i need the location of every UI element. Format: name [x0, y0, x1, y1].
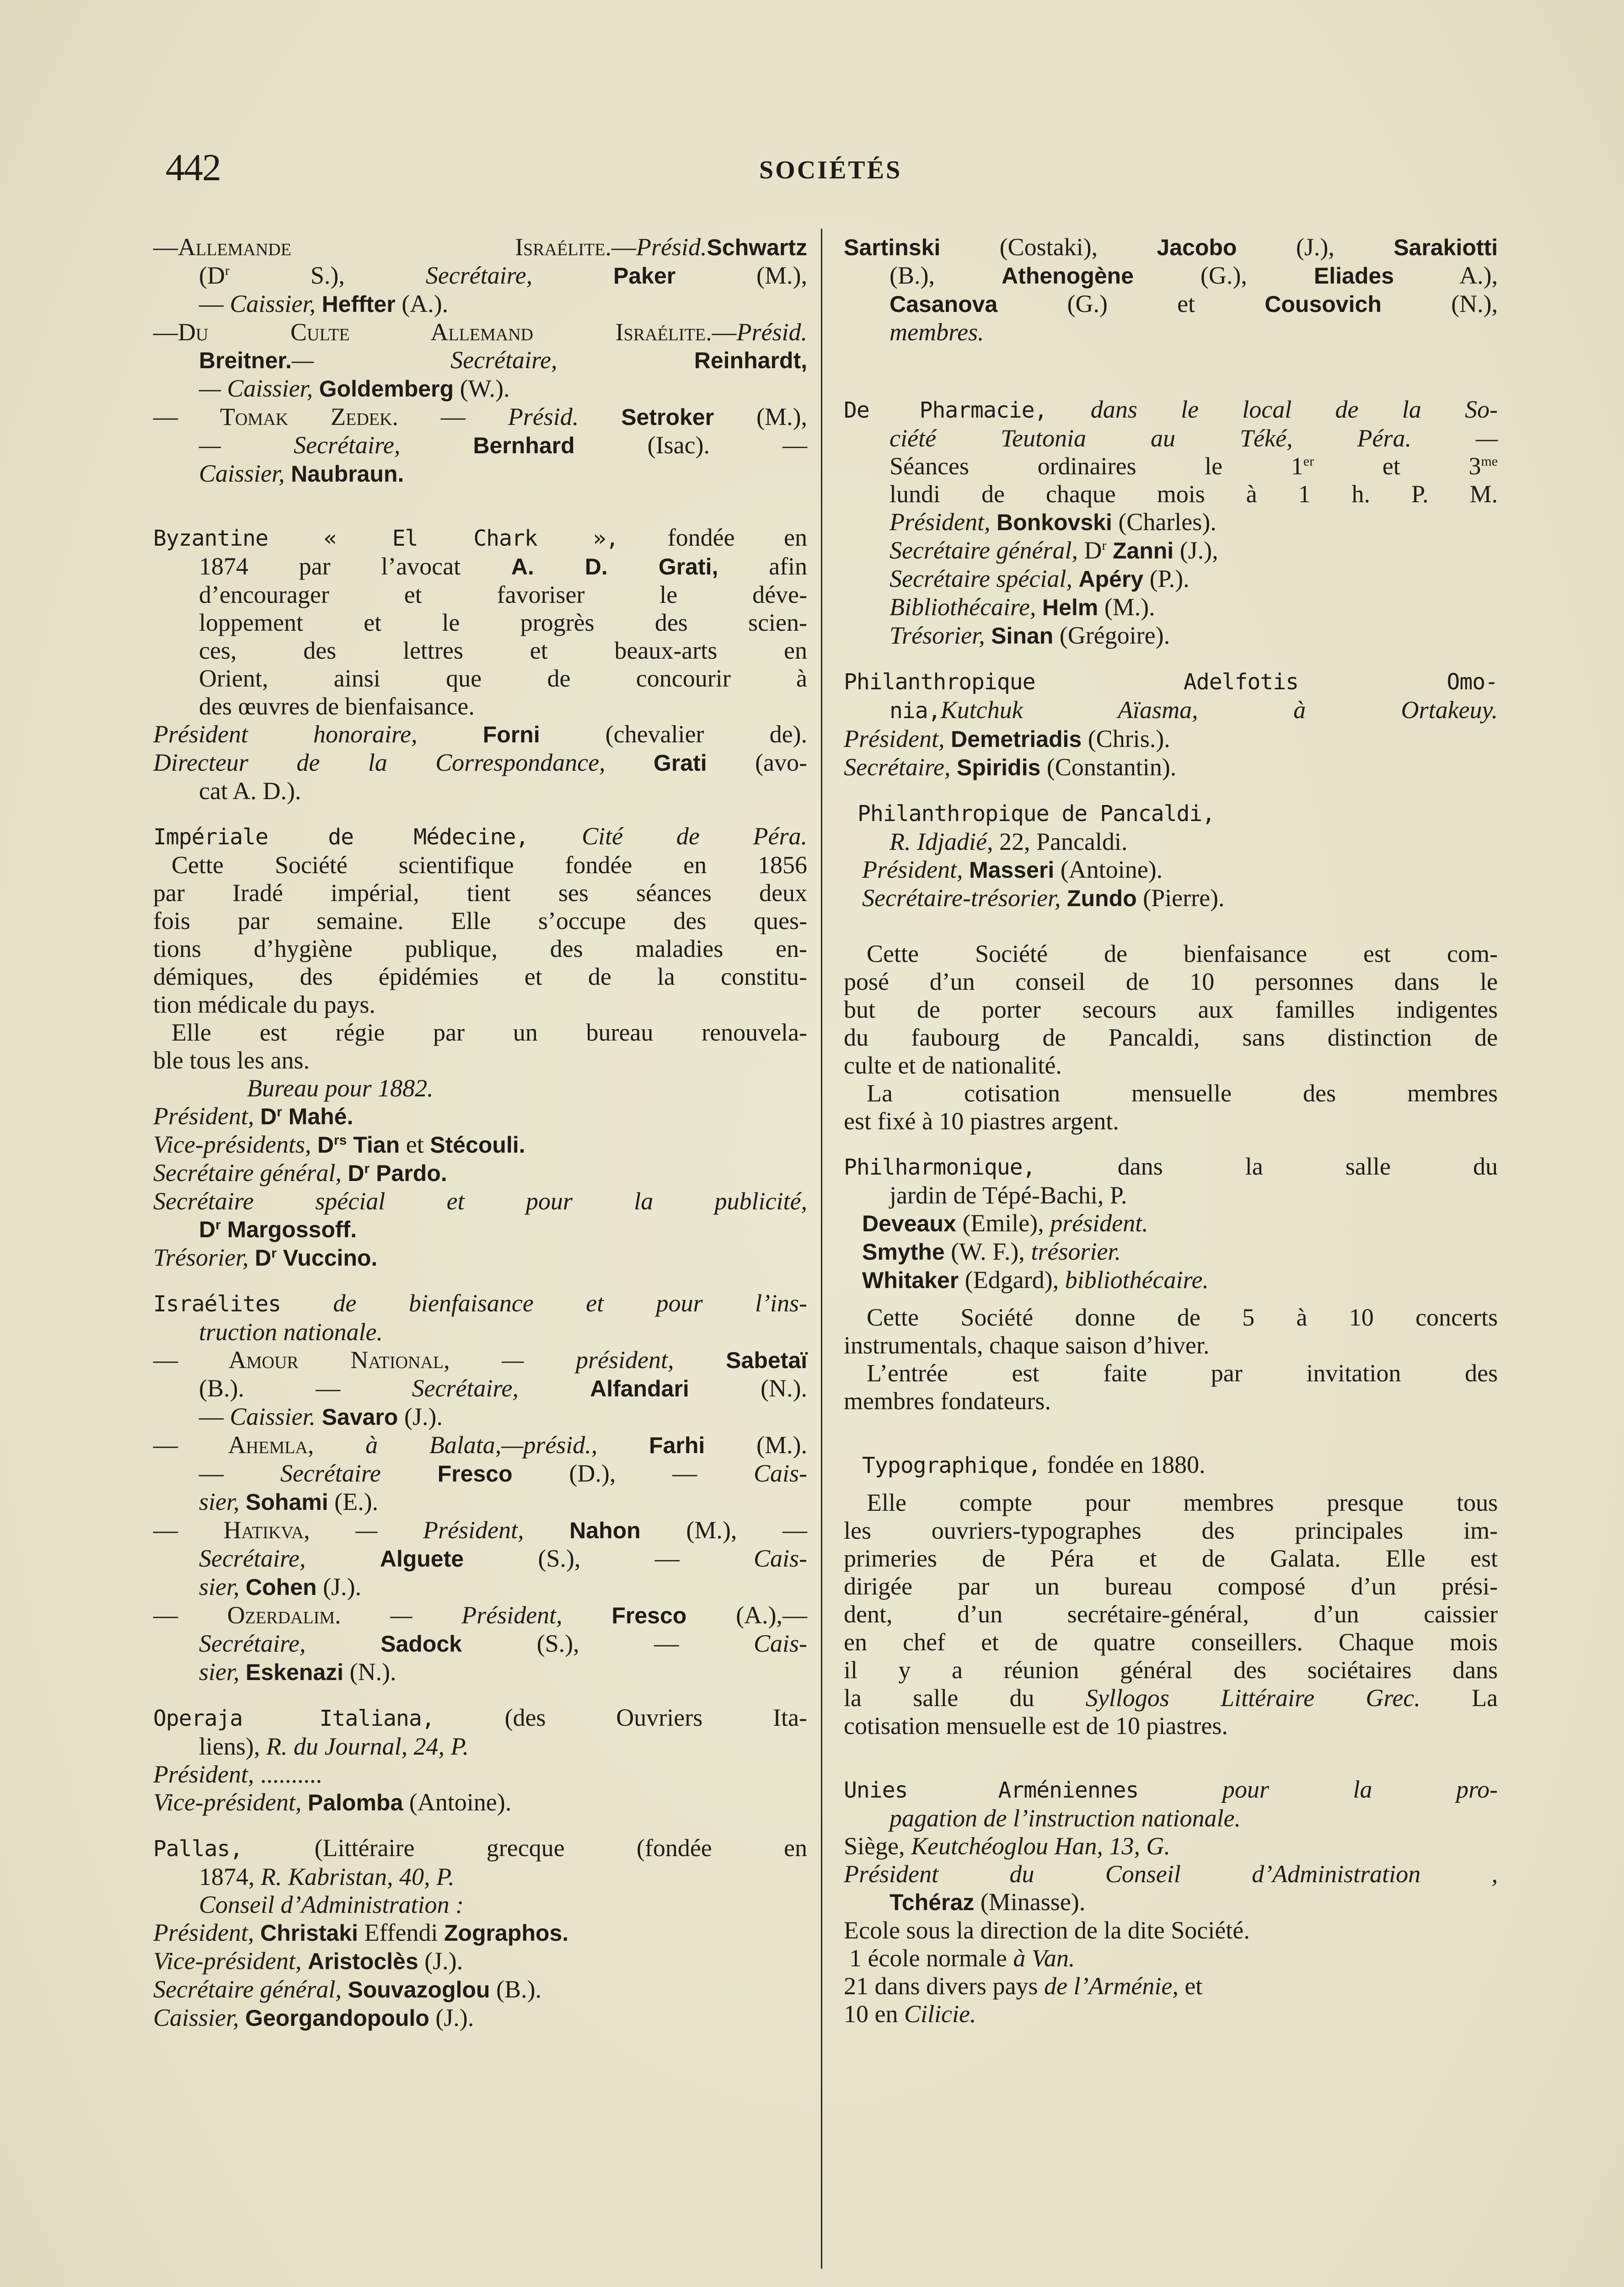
officer-line: Secrétaire, Spiridis (Constantin).: [844, 753, 1177, 781]
member-line: Deveaux (Emile), président.: [862, 1209, 1148, 1237]
society-name: Philanthropique Adelfotis Omo-: [844, 669, 1498, 695]
officer-line: Secrétaire spécial, Apéry (P.).: [890, 565, 1190, 592]
society-name: Israélites: [153, 1291, 281, 1317]
entry-unies-armeniennes: Unies Arméniennes pour la pro- pagation de l’instruction nationale. Siège, Keutchéoglou Han, 13, G. Président du Conseil d’Administration , Tchéraz (Minasse). Ecole sous la direction de la dite Société. 1 école normale à Van. 21 dans divers pays de l’Arménie, et 10 en Cilicie.: [844, 1776, 1498, 2028]
officer-line: Secrétaire général, $D^r$ Pardo.: [153, 1159, 447, 1186]
society-name: De Pharmacie,: [844, 397, 1047, 423]
pancaldi-officers: [844, 856, 1498, 913]
society-name: Pallas,: [153, 1836, 243, 1862]
subsociety: — Hatikva, — Président, Nahon (M.), — Secrétaire, Alguete (S.), — Cais- sier, Cohen (J.).: [153, 1516, 808, 1600]
philharmonique-members: [844, 1209, 1498, 1294]
society-name: Philharmonique,: [844, 1154, 1035, 1180]
entry-operaja-italiana: Operaja Italiana, (des Ouvriers Ita- liens), R. du Journal, 24, P. Président, .......... Vice-président, Palomba (Antoine).: [153, 1704, 807, 1816]
officer-line: Secrétaire spécial et pour la publicité,: [153, 1187, 807, 1215]
officer-line: Bibliothécaire, Helm (M.).: [890, 593, 1155, 621]
society-name: Byzantine « El Chark »,: [153, 526, 619, 551]
entry-allemande-israelite: —Allemande Israélite.—Présid.Schwartz ($D^r$ S.), Secrétaire, Paker (M.), — Caissier, Heffter (A.). —Du Culte Allemand Israélite.—Présid. Breitner.— Secrétaire, Reinhardt, — Caissier, Goldemberg (W.). — Tomak Zedek. — Présid. Setroker (M.), — Secrétaire, Bernhard (Isac). — Caissier, Naubraun.: [153, 233, 808, 487]
society-name: Typographique,: [862, 1453, 1041, 1478]
subsociety: — Ozerdalim. — Président, Fresco (A.),— Secrétaire, Sadock (S.), — Cais- sier, Eskenazi (N.).: [153, 1601, 808, 1686]
society-name: Impériale de Médecine,: [153, 824, 529, 850]
officer-line: Secrétaire général, Souvazoglou (B.).: [153, 1976, 541, 2003]
officer-line: Secrétaire-trésorier, Zundo (Pierre).: [862, 884, 1225, 912]
bureau-heading: Bureau pour 1882.: [247, 1074, 434, 1102]
entry-continuation-members: Sartinski (Costaki), Jacobo (J.), Sarakiotti (B.), Athenogène (G.), Eliades A.), Casanova (G.) et Cousovich (N.), membres.: [844, 233, 1498, 346]
society-name: —Allemande Israélite.—: [153, 233, 636, 261]
officer-line: Président, Christaki Effendi Zographos.: [153, 1919, 569, 1946]
subsociety: — Ahemla, à Balata,—présid., Farhi (M.). — Secrétaire Fresco (D.), — Cais- sier, Sohami (E.).: [153, 1431, 808, 1515]
running-title: SOCIÉTÉS: [759, 156, 902, 184]
entry-israelites: Israélites de bienfaisance et pour l’ins- truction nationale. — Amour National, — président, Sabetaï (B.). — Secrétaire, Alfandari (N.). — Caissier. Savaro (J.). — Ahemla, à Balata,—présid., Farhi (M.). — Secrétaire Fresco (D.), — Cais- sier, Sohami (E.). — Hatikva, — Président, Nahon (M.), — Secrétaire, Alguete (S.), — Cais- sier, Cohen (J.). — Ozerdalim. — Président, Fresco (A.),— Secrétaire, Sadock (S.), — Cais- sier, Eskenazi (N.).: [153, 1289, 808, 1686]
member-line: Whitaker (Edgard), bibliothécaire.: [862, 1266, 1209, 1294]
society-name: Unies Arméniennes: [844, 1777, 1139, 1803]
officer-line: Vice-présidents, $D^{rs}$ Tian et Stécouli.: [153, 1131, 525, 1158]
officer-line: Caissier, Georgandopoulo (J.).: [153, 2004, 474, 2031]
subsociety: — Amour National, — président, Sabetaï (B.). — Secrétaire, Alfandari (N.). — Caissier. Savaro (J.).: [153, 1346, 808, 1430]
society-name: —Du Culte Allemand Israélite.—: [153, 318, 737, 346]
entry-pallas: Pallas, (Littéraire grecque (fondée en 1874, R. Kabristan, 40, P. Conseil d’Administration : Président, Christaki Effendi Zographos. Vice-président, Aristoclès (J.). Secrétaire général, Souvazoglou (B.). Caissier, Georgandopoulo (J.).: [153, 1834, 807, 2031]
column-divider: [821, 229, 822, 2269]
officer-line: Trésorier, $D^r$ Vuccino.: [153, 1244, 378, 1271]
officer-line: Président, $D^r$ Mahé.: [153, 1102, 354, 1130]
entry-pharmacie: De Pharmacie, dans le local de la So- ciété Teutonia au Téké, Péra. — Séances ordinaires le 1er et $3^{me}$ lundi de chaque mois à 1 h. P. M. Président, Bonkovski (Charles). Secrétaire général, $D^r$ Zanni (J.), Secrétaire spécial, Apéry (P.). Bibliothécaire, Helm (M.). Trésorier, Sinan (Grégoire).: [844, 396, 1498, 649]
page-number: 442: [166, 146, 220, 189]
entry-imperiale-medecine: Impériale de Médecine, Cité de Péra. Cette Société scientifique fondée en 1856 par Iradé impérial, tient ses séances deux fois par semaine. Elle s’occupe des ques- tions d’hygiène publique, des maladies en- démiques, des épidémies et de la constitu- tion médicale du pays. Elle est régie par un bureau renouvela- ble tous les ans. Bureau pour 1882. Président, $D^r$ Mahé. Vice-présidents, $D^{rs}$ Tian et Stécouli. Secrétaire général, $D^r$ Pardo. Secrétaire spécial et pour la publicité, $D^r$ Margossoff. Trésorier, $D^r$ Vuccino.: [153, 822, 808, 1271]
member-line: Smythe (W. F.), trésorier.: [862, 1238, 1121, 1265]
officer-line: Président, Demetriadis (Chris.).: [844, 725, 1170, 752]
right-column: [844, 233, 1498, 2045]
pharmacie-officers: [844, 508, 1498, 650]
officer-line: Vice-président, Aristoclès (J.).: [153, 1947, 463, 1975]
entry-adelfotis-omonia: Philanthropique Adelfotis Omo- nia,Kutchuk Aïasma, à Ortakeuy. Président, Demetriadis (Chris.). Secrétaire, Spiridis (Constantin).: [844, 669, 1498, 781]
israelite-subsocieties: [153, 1346, 807, 1686]
officer-line: Trésorier, Sinan (Grégoire).: [890, 622, 1170, 649]
entry-typographique: Typographique, fondée en 1880. Elle compte pour membres presque tous les ouvriers-typographes des principales im- primeries de Péra et de Galata. Elle est dirigée par un bureau composé d’un prési- dent, d’un secrétaire-général, d’un caissier en chef et de quatre conseillers. Chaque mois il y a réunion général des sociétaires dans la salle du Syllogos Littéraire Grec. La cotisation mensuelle est de 10 piastres.: [844, 1451, 1498, 1739]
entry-byzantine: Byzantine « El Chark », fondée en 1874 par l’avocat A. D. Grati, afin d’encourager et favoriser le déve- loppement et le progrès des scien- ces, des lettres et beaux-arts en Orient, ainsi que de concourir à des œuvres de bienfaisance. Président honoraire, Forni (chevalier de). Directeur de la Correspondance, Grati (avo- cat A. D.).: [153, 524, 808, 805]
society-name: Philanthropique de Pancaldi,: [858, 801, 1215, 827]
officer-line: Président, Masseri (Antoine).: [862, 856, 1163, 883]
entry-pancaldi: Philanthropique de Pancaldi, R. Idjadié, 22, Pancaldi. Président, Masseri (Antoine). Secrétaire-trésorier, Zundo (Pierre). Cette Société de bienfaisance est com- posé d’un conseil de 10 personnes dans le but de porter secours aux familles indigentes du faubourg de Pancaldi, sans distinction de culte et de nationalité. La cotisation mensuelle des membres est fixé à 10 piastres argent.: [844, 801, 1498, 1135]
adelfotis-officers: [844, 725, 1498, 782]
left-column: [153, 233, 807, 2050]
society-name: Operaja Italiana,: [153, 1706, 434, 1731]
society-name: — Tomak Zedek. —: [153, 403, 508, 430]
entry-philharmonique: Philharmonique, dans la salle du jardin de Tépé-Bachi, P. Deveaux (Emile), président. Smythe (W. F.), trésorier. Whitaker (Edgard), bibliothécaire. Cette Société donne de 5 à 10 concerts instrumentals, chaque saison d’hiver. L’entrée est faite par invitation des membres fondateurs.: [844, 1153, 1498, 1415]
officer-line: Secrétaire général, $D^r$ Zanni (J.),: [890, 537, 1218, 564]
officer-line: Président, Bonkovski (Charles).: [890, 508, 1217, 536]
